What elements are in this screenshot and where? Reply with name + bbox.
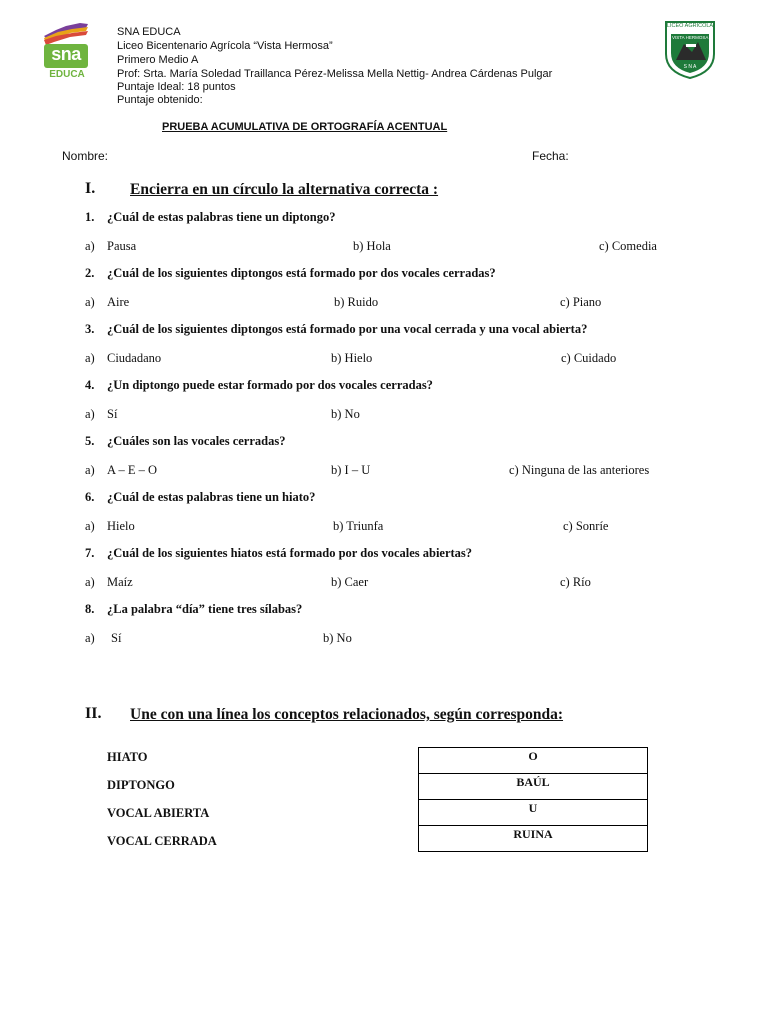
q4-option-a-letter: a) <box>85 407 95 421</box>
crest-top-text: LICEO AGRICOLA <box>666 23 714 29</box>
question-1-number: 1. <box>85 210 95 224</box>
header-org: SNA EDUCA <box>117 26 181 38</box>
sna-educa-logo <box>42 22 90 80</box>
fecha-label: Fecha: <box>532 149 569 163</box>
question-4-number: 4. <box>85 378 95 392</box>
q3-option-c[interactable]: c) Cuidado <box>561 351 617 365</box>
question-3-number: 3. <box>85 322 95 336</box>
table-row <box>419 826 648 852</box>
header-teachers: Prof: Srta. María Soledad Traillanca Pérez-Melissa Mella Nettig- Andrea Cárdenas Pulgar <box>117 68 553 80</box>
question-2-number: 2. <box>85 266 95 280</box>
q5-option-b[interactable]: b) I – U <box>331 463 371 477</box>
question-6-number: 6. <box>85 490 95 504</box>
nombre-label: Nombre: <box>62 149 109 163</box>
school-crest-logo <box>662 20 718 80</box>
section-2-number: II. <box>85 705 102 722</box>
question-7-text: ¿Cuál de los siguientes hiatos está formado por dos vocales abiertas? <box>107 546 473 560</box>
q6-option-b[interactable]: b) Triunfa <box>333 519 384 533</box>
educa-logo-text: EDUCA <box>49 69 85 80</box>
q1-option-b[interactable]: b) Hola <box>353 239 391 253</box>
question-8-number: 8. <box>85 602 95 616</box>
section-1-title: Encierra en un círculo la alternativa correcta : <box>130 181 439 198</box>
table-row <box>419 774 648 800</box>
answers-table <box>418 747 648 852</box>
concept-diptongo[interactable]: DIPTONGO <box>107 778 175 792</box>
answer-cell-baul[interactable]: BAÚL <box>419 774 648 800</box>
q2-option-a-letter: a) <box>85 295 95 309</box>
concept-vocal-cerrada[interactable]: VOCAL CERRADA <box>107 834 217 848</box>
q7-option-a-letter: a) <box>85 575 95 589</box>
question-1-text: ¿Cuál de estas palabras tiene un diptongo? <box>107 210 336 224</box>
exam-title: PRUEBA ACUMULATIVA DE ORTOGRAFÍA ACENTUAL <box>162 121 448 133</box>
concept-vocal-abierta[interactable]: VOCAL ABIERTA <box>107 806 210 820</box>
question-5-number: 5. <box>85 434 95 448</box>
crest-bottom-text: S N A <box>683 64 697 70</box>
sna-logo-text: sna <box>51 44 81 64</box>
q8-option-a-letter: a) <box>85 631 95 645</box>
header-school: Liceo Bicentenario Agrícola “Vista Hermosa” <box>117 40 333 52</box>
q6-option-c[interactable]: c) Sonríe <box>563 519 609 533</box>
section-1-number: I. <box>85 180 96 197</box>
q1-option-a-letter: a) <box>85 239 95 253</box>
q2-option-b[interactable]: b) Ruido <box>334 295 379 309</box>
crest-shield-icon <box>662 20 718 80</box>
q8-option-a[interactable]: Sí <box>111 631 122 645</box>
q8-option-b[interactable]: b) No <box>323 631 352 645</box>
q4-option-b[interactable]: b) No <box>331 407 360 421</box>
q5-option-a[interactable]: A – E – O <box>107 463 157 477</box>
answer-cell-ruina[interactable]: RUINA <box>419 826 648 852</box>
table-row <box>419 800 648 826</box>
question-4-text: ¿Un diptongo puede estar formado por dos vocales cerradas? <box>107 378 433 392</box>
question-6-text: ¿Cuál de estas palabras tiene un hiato? <box>107 490 316 504</box>
concept-hiato[interactable]: HIATO <box>107 750 148 764</box>
question-7-number: 7. <box>85 546 95 560</box>
question-3-text: ¿Cuál de los siguientes diptongos está formado por una vocal cerrada y una vocal abierta? <box>107 322 588 336</box>
table-row <box>419 748 648 774</box>
question-2-text: ¿Cuál de los siguientes diptongos está formado por dos vocales cerradas? <box>107 266 496 280</box>
section-2-title: Une con una línea los conceptos relacionados, según corresponda: <box>130 706 564 723</box>
q5-option-c[interactable]: c) Ninguna de las anteriores <box>509 463 650 477</box>
answer-cell-u[interactable]: U <box>419 800 648 826</box>
header-grade: Primero Medio A <box>117 54 199 66</box>
q6-option-a[interactable]: Hielo <box>107 519 135 533</box>
q1-option-c[interactable]: c) Comedia <box>599 239 657 253</box>
question-8-text: ¿La palabra “día” tiene tres sílabas? <box>107 602 303 616</box>
crest-sub-text: VISTA HERMOSA <box>672 35 709 40</box>
header-ideal-score: Puntaje Ideal: 18 puntos <box>117 81 236 93</box>
question-5-text: ¿Cuáles son las vocales cerradas? <box>107 434 286 448</box>
q3-option-a[interactable]: Ciudadano <box>107 351 162 365</box>
q7-option-c[interactable]: c) Río <box>560 575 591 589</box>
q2-option-a[interactable]: Aire <box>107 295 130 309</box>
q7-option-a[interactable]: Maíz <box>107 575 133 589</box>
q4-option-a[interactable]: Sí <box>107 407 118 421</box>
q3-option-b[interactable]: b) Hielo <box>331 351 373 365</box>
header-obtained-score: Puntaje obtenido: <box>117 94 203 106</box>
q1-option-a[interactable]: Pausa <box>107 239 137 253</box>
q2-option-c[interactable]: c) Piano <box>560 295 602 309</box>
answer-cell-o[interactable]: O <box>419 748 648 774</box>
q6-option-a-letter: a) <box>85 519 95 533</box>
q3-option-a-letter: a) <box>85 351 95 365</box>
q5-option-a-letter: a) <box>85 463 95 477</box>
q7-option-b[interactable]: b) Caer <box>331 575 369 589</box>
